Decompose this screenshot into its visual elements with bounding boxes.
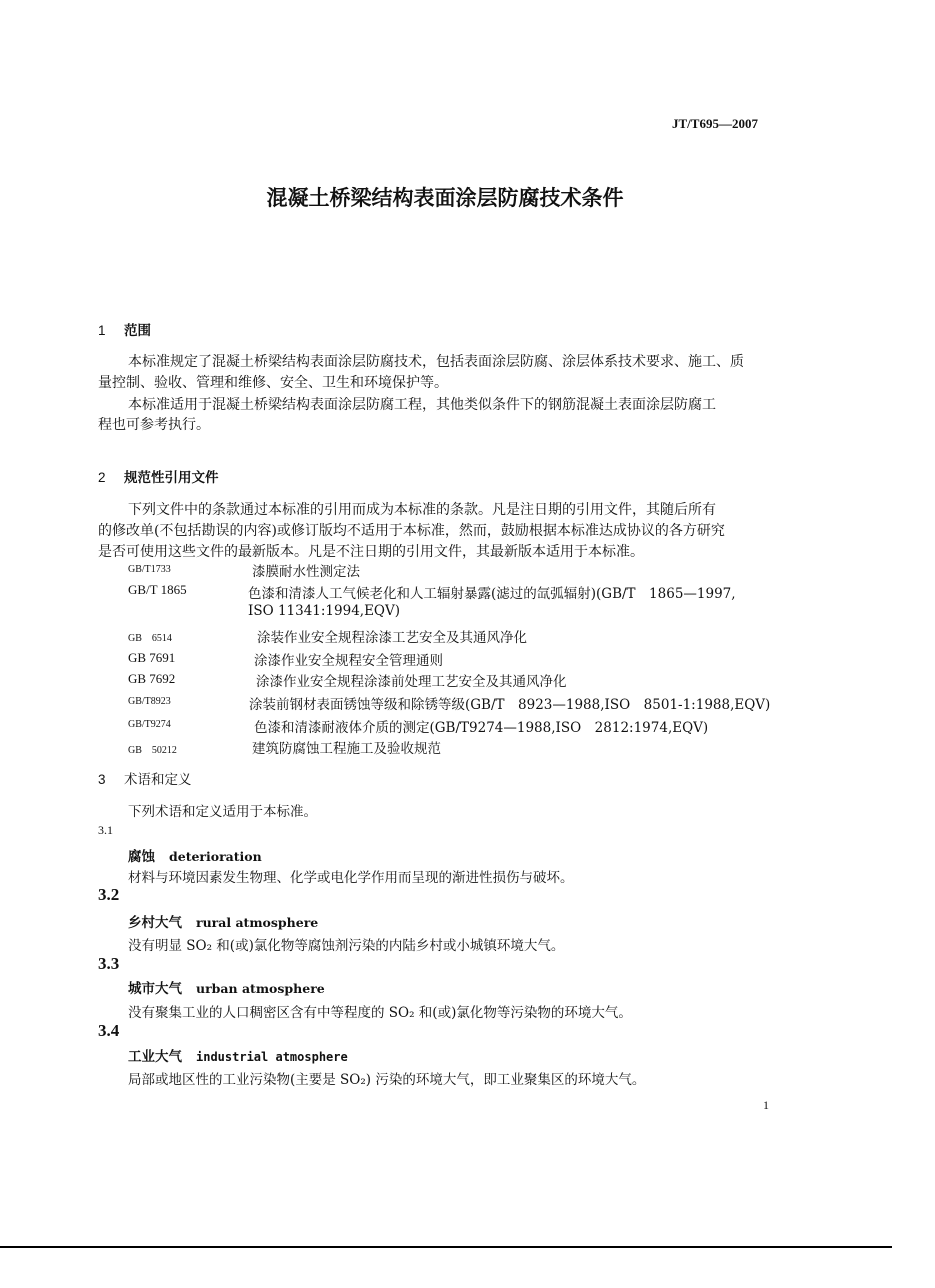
section-1-paragraph-2-line-2: 程也可参考执行。	[98, 417, 210, 433]
term-definition: 材料与环境因素发生物理、化学或电化学作用而呈现的渐进性损伤与破坏。	[128, 870, 574, 886]
document-title: 混凝土桥梁结构表面涂层防腐技术条件	[266, 186, 624, 210]
section-2-paragraph-line-1: 下列文件中的条款通过本标准的引用而成为本标准的条款。凡是注日期的引用文件，其随后所有	[128, 502, 716, 518]
term-heading	[128, 845, 262, 865]
reference-code: GB/T8923	[128, 696, 171, 707]
page-bottom-rule	[0, 1246, 892, 1248]
reference-title: 涂漆作业安全规程安全管理通则	[254, 653, 443, 669]
reference-code: GB/T9274	[128, 719, 171, 730]
term-number: 3.2	[98, 885, 120, 904]
term-number: 3.4	[98, 1021, 120, 1040]
section-number: 1	[98, 323, 106, 338]
term-number: 3.3	[98, 954, 120, 973]
reference-code: GB 6514	[128, 633, 172, 644]
term-heading	[128, 977, 325, 997]
section-1-heading	[98, 319, 151, 339]
section-1-paragraph-1-line-1: 本标准规定了混凝土桥梁结构表面涂层防腐技术，包括表面涂层防腐、涂层体系技术要求、施工、质	[128, 354, 744, 370]
section-3-intro: 下列术语和定义适用于本标准。	[128, 804, 317, 820]
section-title: 范围	[124, 323, 151, 339]
reference-code: GB/T 1865	[128, 582, 187, 597]
section-2-heading	[98, 466, 219, 486]
term-definition: 没有聚集工业的人口稠密区含有中等程度的 SO₂ 和(或)氯化物等污染物的环境大气。	[128, 1005, 632, 1021]
reference-title: 涂漆作业安全规程涂漆前处理工艺安全及其通风净化	[256, 674, 567, 690]
term-chinese: 腐蚀	[128, 849, 155, 865]
term-heading	[128, 911, 318, 931]
term-definition: 局部或地区性的工业污染物(主要是 SO₂) 污染的环境大气，即工业聚集区的环境大气。	[128, 1072, 646, 1088]
reference-title: 色漆和清漆耐液体介质的测定(GB/T9274—1988,ISO 2812:1974,EQV)	[254, 720, 709, 736]
term-chinese: 城市大气	[128, 981, 182, 997]
reference-code: GB 50212	[128, 745, 177, 756]
section-title: 术语和定义	[124, 772, 192, 788]
reference-code: GB 7691	[128, 650, 176, 665]
reference-title: 涂装作业安全规程涂漆工艺安全及其通风净化	[257, 630, 527, 646]
term-number: 3.1	[98, 823, 113, 837]
section-number: 3	[98, 772, 106, 787]
section-title: 规范性引用文件	[124, 470, 219, 486]
term-english: deterioration	[169, 849, 262, 864]
section-number: 2	[98, 470, 106, 485]
section-1-paragraph-2-line-1: 本标准适用于混凝土桥梁结构表面涂层防腐工程，其他类似条件下的钢筋混凝土表面涂层防腐工	[128, 397, 716, 413]
term-english: urban atmosphere	[196, 981, 325, 996]
section-1-paragraph-1-line-2: 量控制、验收、管理和维修、安全、卫生和环境保护等。	[98, 375, 448, 391]
page-number: 1	[763, 1098, 769, 1112]
section-2-paragraph-line-3: 是否可使用这些文件的最新版本。凡是不注日期的引用文件，其最新版本适用于本标准。	[98, 544, 644, 560]
term-definition: 没有明显 SO₂ 和(或)氯化物等腐蚀剂污染的内陆乡村或小城镇环境大气。	[128, 938, 565, 954]
reference-title: 漆膜耐水性测定法	[252, 564, 360, 580]
section-3-heading	[98, 768, 192, 788]
term-heading	[128, 1045, 348, 1065]
reference-title: 涂装前钢材表面锈蚀等级和除锈等级(GB/T 8923—1988,ISO 8501-1:1988,EQV)	[249, 697, 771, 713]
section-2-paragraph-line-2: 的修改单(不包括勘误的内容)或修订版均不适用于本标准，然而，鼓励根据本标准达成协议的各方研究	[98, 523, 725, 539]
term-english: industrial atmosphere	[196, 1050, 348, 1064]
reference-code: GB 7692	[128, 671, 176, 686]
reference-title-continued: ISO 11341:1994,EQV)	[248, 603, 401, 619]
reference-title: 建筑防腐蚀工程施工及验收规范	[252, 741, 441, 757]
term-chinese: 乡村大气	[128, 915, 182, 931]
term-english: rural atmosphere	[196, 915, 319, 930]
term-chinese: 工业大气	[128, 1049, 182, 1065]
standard-code: JT/T695—2007	[672, 116, 758, 131]
reference-code: GB/T1733	[128, 564, 171, 575]
reference-title: 色漆和清漆人工气候老化和人工辐射暴露(滤过的氙弧辐射)(GB/T 1865—1997,	[248, 586, 736, 602]
